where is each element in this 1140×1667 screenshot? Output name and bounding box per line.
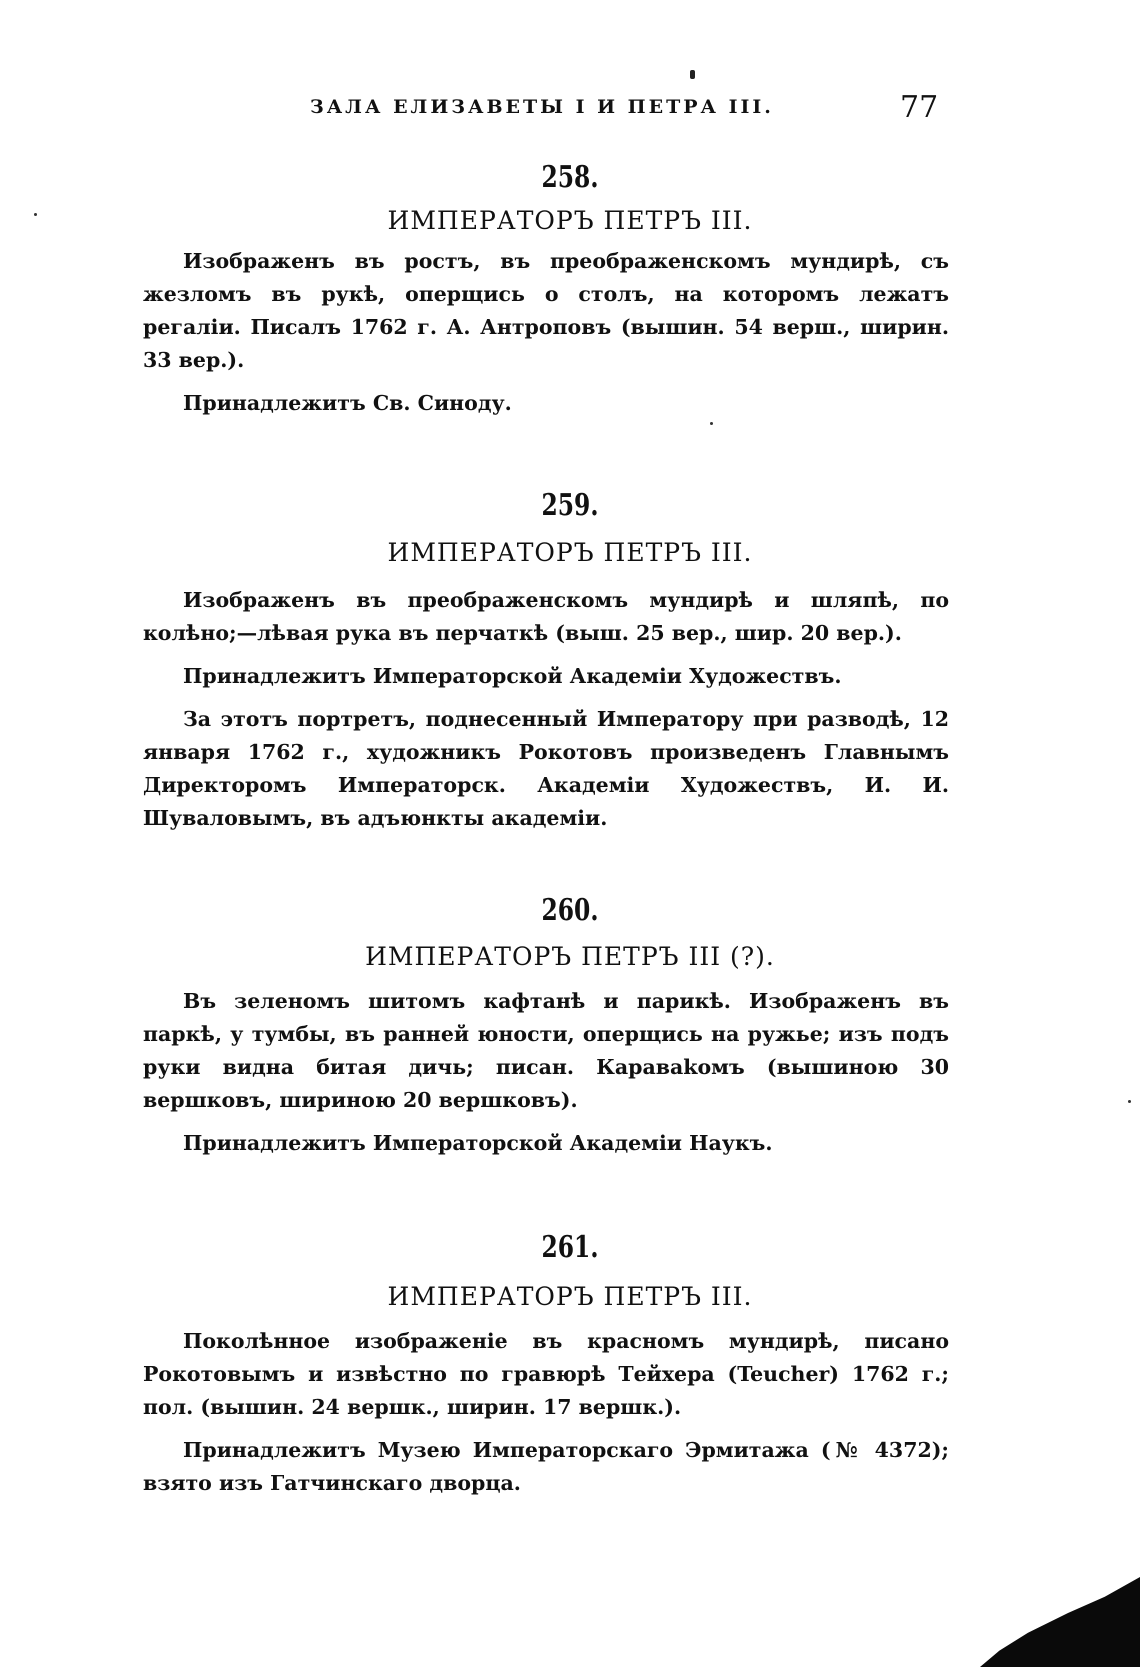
entry-body [143,985,949,1160]
entry-note: За этотъ портретъ, поднесенный Императору при разводѣ, 12 января 1762 г., художникъ Рокотовъ произведенъ Главнымъ Директоромъ Императорск. Академіи Художествъ, И. И. Шуваловымъ, въ адъюнкты академіи. [143,707,949,830]
entry-ownership: Принадлежитъ Императорской Академіи Художествъ. [183,664,842,688]
entry-title: ИМПЕРАТОРЪ ПЕТРЪ III. [387,206,753,235]
entry-description: Поколѣнное изображеніе въ красномъ мундирѣ, писано Рокотовымъ и извѣстно по гравюрѣ Тейхера (Teucher) 1762 г.; пол. (вышин. 24 вершк., ширин. 17 вершк.). [143,1329,949,1419]
entry-body [143,245,949,420]
entry-number: 259. [541,488,599,523]
entry-description: Въ зеленомъ шитомъ кафтанѣ и парикѣ. Изображенъ въ паркѣ, у тумбы, въ ранней юности, оперщись на ружье; изъ подъ руки видна битая дичь; писан. Караваkомъ (вышиною 30 вершковъ, шириною 20 вершковъ). [143,989,949,1112]
entry-number: 261. [541,1230,599,1265]
entry-title: ИМПЕРАТОРЪ ПЕТРЪ III. [387,1282,753,1311]
entry-description: Изображенъ въ преображенскомъ мундирѣ и шляпѣ, по колѣно;—лѣвая рука въ перчаткѣ (выш. 25 вер., шир. 20 вер.). [143,588,949,645]
entry-description: Изображенъ въ ростъ, въ преображенскомъ мундирѣ, съ жезломъ въ рукѣ, оперщись о столъ, на которомъ лежатъ регаліи. Писалъ 1762 г. А. Антроповъ (вышин. 54 верш., ширин. 33 вер.). [143,249,949,372]
running-header-title: ЗАЛА ЕЛИЗАВЕТЫ I И ПЕТРА III. [310,96,774,118]
entry-number: 260. [541,893,599,928]
entry-title: ИМПЕРАТОРЪ ПЕТРЪ III. [387,538,753,567]
page-number: 77 [900,90,939,125]
entry-ownership: Принадлежитъ Музею Императорскаго Эрмитажа (№ 4372); взято изъ Гатчинскаго дворца. [143,1438,949,1495]
print-speck [1128,1100,1131,1103]
entry-ownership: Принадлежитъ Императорской Академіи Наукъ. [183,1131,773,1155]
print-speck [710,422,713,425]
entry-body [143,584,949,835]
entry-body [143,1325,949,1500]
print-speck [690,70,695,79]
entry-ownership: Принадлежитъ Св. Синоду. [183,391,512,415]
entry-title: ИМПЕРАТОРЪ ПЕТРЪ III (?). [365,942,775,971]
page-corner-shadow [980,1577,1140,1667]
print-speck [34,213,37,216]
entry-number: 258. [541,160,599,195]
